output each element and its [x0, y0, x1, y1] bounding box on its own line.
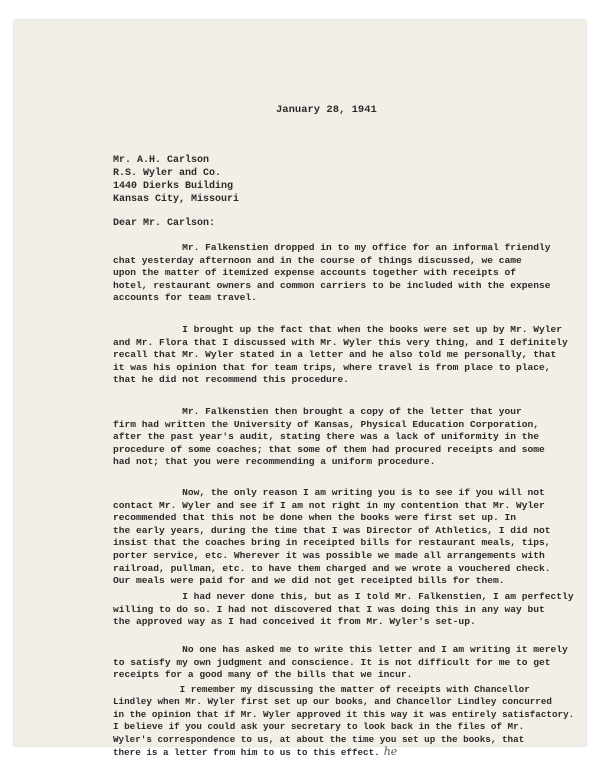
address-line: Kansas City, Missouri	[113, 194, 240, 205]
paragraph-line: procedure of some coaches; that some of them had procured receipts and some	[113, 443, 545, 455]
paragraph-line: it was his opinion that for team trips, where travel is from place to place,	[113, 361, 551, 373]
paragraph-5	[113, 591, 583, 629]
paragraph-4	[113, 487, 583, 588]
address-line: R.S. Wyler and Co.	[113, 168, 222, 179]
paragraph-line: No one has asked me to write this letter and I am writing it merely	[113, 644, 568, 655]
paragraph-line: accounts for team travel.	[113, 292, 257, 304]
paragraph-line: after the past year's audit, stating there was a lack of uniformity in the	[113, 431, 540, 443]
letter-page	[14, 20, 586, 746]
paragraph-line: upon the matter of itemized expense accounts together with receipts of	[113, 267, 517, 279]
paragraph-line: the early years, during the time that I was Director of Athletics, I did not	[113, 524, 551, 536]
paragraph-line: porter service, etc. Wherever it was possible we made all arrangements with	[113, 549, 545, 561]
paragraph-line: I believe if you could ask your secretary to look back in the files of Mr.	[113, 721, 525, 733]
paragraph-7	[113, 684, 593, 759]
handwritten-initials: he	[383, 745, 398, 759]
paragraph-line: Lindley when Mr. Wyler first set up our books, and Chancellor Lindley concurred	[113, 696, 552, 708]
paragraph-line: that he did not recommend this procedure.	[113, 374, 350, 386]
paragraph-line: Our meals were paid for and we did not get receipted bills for them.	[113, 575, 505, 587]
address-line: Mr. A.H. Carlson	[113, 155, 210, 166]
paragraph-6	[113, 644, 583, 682]
paragraph-line: I had never done this, but as I told Mr. Falkenstien, I am perfectly	[113, 591, 574, 602]
paragraph-line: recall that Mr. Wyler stated in a letter and he also told me personally, that	[113, 349, 557, 361]
salutation: Dear Mr. Carlson:	[113, 218, 216, 229]
paragraph-line: receipts for a good many of the bills that we incur.	[113, 669, 413, 681]
paragraph-line: and Mr. Flora that I discussed with Mr. Wyler this very thing, and I definitely	[113, 336, 568, 348]
paragraph-line: hotel, restaurant owners and common carriers to be included with the expense	[113, 279, 551, 291]
paragraph-line: railroad, pullman, etc. to have them charged and we wrote a vouchered check.	[113, 562, 551, 574]
paragraph-line: Wyler's correspondence to us, at about the time you set up the books, that	[113, 733, 525, 745]
paragraph-3	[113, 406, 583, 469]
paragraph-line: chat yesterday afternoon and in the course of things discussed, we came	[113, 254, 522, 266]
paragraph-line: firm had written the University of Kansas, Physical Education Corporation,	[113, 418, 540, 430]
paragraph-line: Mr. Falkenstien dropped in to my office for an informal friendly	[113, 242, 551, 253]
address-line: 1440 Dierks Building	[113, 181, 234, 192]
paragraph-1	[113, 242, 583, 305]
paragraph-line: to satisfy my own judgment and conscience. It is not difficult for me to get	[113, 656, 551, 668]
paragraph-line: insist that the coaches bring in receipted bills for restaurant meals, tips,	[113, 537, 551, 549]
paragraph-line: Mr. Falkenstien then brought a copy of the letter that your	[113, 406, 522, 417]
paragraph-line: in the opinion that if Mr. Wyler approved it this way it was entirely satisfactory.	[113, 708, 575, 720]
paragraph-line: I brought up the fact that when the books were set up by Mr. Wyler	[113, 324, 563, 335]
letter-date: January 28, 1941	[276, 104, 377, 116]
recipient-address	[113, 154, 239, 206]
paragraph-line: Now, the only reason I am writing you is to see if you will not	[113, 487, 545, 498]
paragraph-2	[113, 324, 583, 387]
paragraph-line: willing to do so. I had not discovered that I was doing this in any way but	[113, 603, 545, 615]
paragraph-line: contact Mr. Wyler and see if I am not right in my contention that Mr. Wyler	[113, 499, 545, 511]
paragraph-line: had not; that you were recommending a uniform procedure.	[113, 456, 436, 468]
paragraph-line: there is a letter from him to us to this effect.	[113, 747, 380, 759]
paragraph-line: I remember my discussing the matter of receipts with Chancellor	[113, 684, 530, 695]
paragraph-line: the approved way as I had conceived it from Mr. Wyler's set-up.	[113, 616, 476, 628]
paragraph-line: recommended that this not be done when the books were first set up. In	[113, 512, 517, 524]
